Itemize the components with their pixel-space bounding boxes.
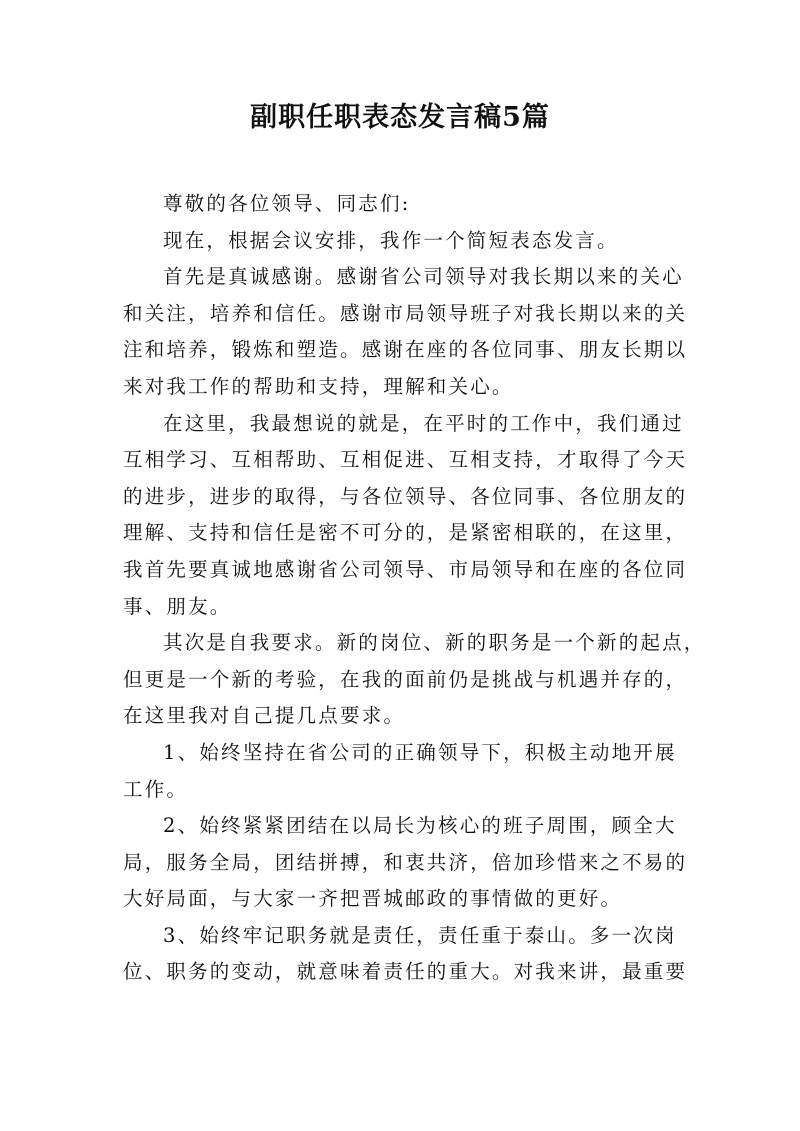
document-body: [123, 186, 706, 991]
paragraph-line: 现在，根据会议安排，我作一个简短表态发言。: [163, 228, 619, 252]
paragraph-line: 但更是一个新的考验，在我的面前仍是挑战与机遇并存的，: [123, 667, 688, 691]
salutation-line: 尊敬的各位领导、同志们:: [163, 192, 411, 215]
paragraph-line: 注和培养，锻炼和塑造。感谢在座的各位同事、朋友长期以: [123, 338, 688, 362]
paragraph-line: 首先是真诚感谢。感谢省公司领导对我长期以来的关心: [163, 265, 684, 289]
paragraph-line: 理解、支持和信任是密不可分的，是紧密相联的，在这里，: [123, 521, 688, 545]
paragraph-line: 互相学习、互相帮助、互相促进、互相支持，才取得了今天: [123, 448, 688, 472]
numbered-item-line: 工作。: [123, 777, 189, 801]
paragraph-line: 事、朋友。: [123, 594, 232, 618]
numbered-item-line: 1、始终坚持在省公司的正确领导下，积极主动地开展: [163, 740, 677, 764]
numbered-item-line: 3、始终牢记职务就是责任，责任重于泰山。多一次岗: [163, 923, 677, 947]
paragraph-line: 在这里我对自己提几点要求。: [123, 704, 406, 728]
paragraph-line: 的进步，进步的取得，与各位领导、各位同事、各位朋友的: [123, 484, 688, 508]
document-title: 副职任职表态发言稿5篇: [250, 102, 550, 133]
numbered-item-line: 局，服务全局，团结拼搏，和衷共济，倍加珍惜来之不易的: [123, 850, 688, 874]
numbered-item-line: 2、始终紧紧团结在以局长为核心的班子周围，顾全大: [163, 814, 677, 838]
numbered-item-line: 大好局面，与大家一齐把晋城邮政的事情做的更好。: [123, 887, 623, 911]
paragraph-line: 和关注，培养和信任。感谢市局领导班子对我长期以来的关: [123, 301, 688, 325]
paragraph-line: 我首先要真诚地感谢省公司领导、市局领导和在座的各位同: [123, 557, 688, 581]
numbered-item-line: 位、职务的变动，就意味着责任的重大。对我来讲，最重要: [123, 960, 688, 984]
paragraph-line: 来对我工作的帮助和支持，理解和关心。: [123, 374, 514, 398]
paragraph-line: 在这里，我最想说的就是，在平时的工作中，我们通过: [163, 411, 684, 435]
paragraph-line: 其次是自我要求。新的岗位、新的职务是一个新的起点，: [163, 631, 706, 655]
